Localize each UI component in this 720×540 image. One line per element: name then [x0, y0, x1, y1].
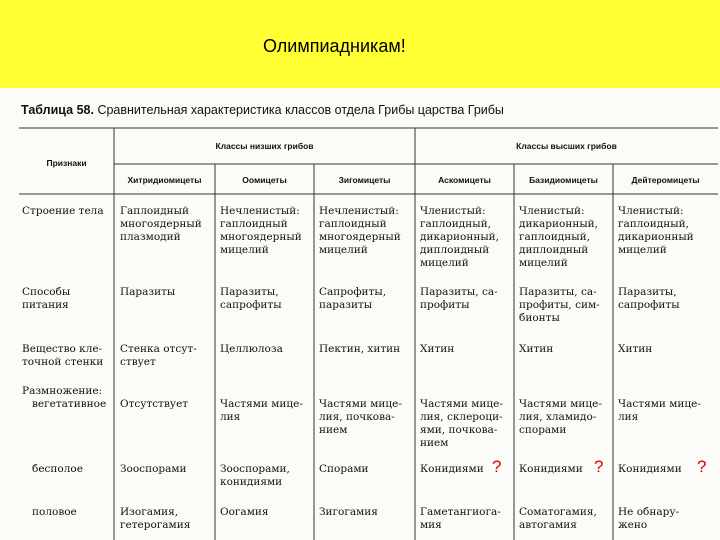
- table-cell: Пектин, хитин: [319, 343, 401, 355]
- lower-fungi-header: Классы низших грибов: [215, 141, 314, 151]
- table-cell: Нечленистый: гаплоидный многоядерный мицелий: [220, 205, 302, 256]
- table-cell: Не обнару- жено: [618, 506, 680, 531]
- class-header-chytridiomycetes: Хитридиомицеты: [127, 175, 202, 185]
- table-cell: Членистый: дикарионный, гаплоидный, диплоидный мицелий: [519, 205, 599, 269]
- table-cell: Гаметангиога- мия: [420, 506, 501, 531]
- table-cell: Конидиями: [519, 463, 583, 475]
- table-caption: [21, 103, 504, 117]
- class-header-basidiomycetes: Базидиомицеты: [529, 175, 598, 185]
- feature-header: Признаки: [46, 158, 87, 168]
- table-caption-text: Сравнительная характеристика классов отдела Грибы царства Грибы: [97, 103, 504, 117]
- table-cell: Стенка отсут- ствует: [120, 343, 197, 368]
- row-label-nutrition: Способы питания: [22, 286, 71, 311]
- table-cell: Нечленистый: гаплоидный многоядерный мицелий: [319, 205, 401, 256]
- table-cell: Паразиты, сапрофиты: [220, 286, 282, 311]
- row-label-vegetative: Размножение: вегетативное: [22, 385, 107, 410]
- table-cell: Соматогамия, автогамия: [519, 506, 597, 531]
- table-cell: Членистый: гаплоидный, дикарионный, диплоидный мицелий: [420, 205, 500, 269]
- table-cell: Хитин: [420, 343, 455, 355]
- question-mark-basidiomycetes: ?: [594, 457, 604, 476]
- row-label-cell-wall: Вещество кле- точной стенки: [22, 343, 104, 368]
- title-banner: [0, 0, 720, 88]
- table-cell: Зигогамия: [319, 506, 378, 518]
- table-cell: Конидиями: [618, 463, 682, 475]
- higher-fungi-header: Классы высших грибов: [516, 141, 617, 151]
- row-label-sexual: половое: [22, 506, 77, 518]
- table-cell: Частями мице- лия: [220, 398, 303, 423]
- row-label-body-structure: Строение тела: [22, 205, 104, 217]
- table-cell: Отсутствует: [120, 398, 189, 410]
- table-cell: Спорами: [319, 463, 369, 475]
- class-header-oomycetes: Оомицеты: [242, 175, 287, 185]
- table-cell: Частями мице- лия, склероци- ями, почкова- нием: [420, 398, 503, 449]
- table-cell: Гаплоидный многоядерный плазмодий: [120, 205, 202, 243]
- table-cell: Паразиты, са- профиты: [420, 286, 498, 311]
- table-cell: Паразиты, сапрофиты: [618, 286, 680, 311]
- row-label-asexual: бесполое: [22, 463, 83, 475]
- table-cell: Изогамия, гетерогамия: [120, 506, 191, 531]
- question-mark-deuteromycetes: ?: [697, 457, 707, 476]
- table-cell: Сапрофиты, паразиты: [319, 286, 387, 311]
- question-mark-ascomycetes: ?: [492, 457, 502, 476]
- table-number: Таблица 58.: [21, 103, 94, 117]
- class-header-deuteromycetes: Дейтеромицеты: [631, 175, 700, 185]
- table-cell: Конидиями: [420, 463, 484, 475]
- table-cell: Частями мице- лия, хламидо- спорами: [519, 398, 602, 436]
- slide-title: Олимпиадникам!: [263, 36, 406, 56]
- table-cell: Хитин: [519, 343, 554, 355]
- class-header-zygomycetes: Зигомицеты: [338, 175, 391, 185]
- table-cell: Частями мице- лия, почкова- нием: [319, 398, 402, 436]
- table-cell: Оогамия: [220, 506, 269, 518]
- table-cell: Частями мице- лия: [618, 398, 701, 423]
- table-cell: Паразиты, са- профиты, сим- бионты: [519, 286, 600, 324]
- table-cell: Зооспорами, конидиями: [220, 463, 290, 488]
- table-cell: Паразиты: [120, 286, 176, 298]
- table-cell: Хитин: [618, 343, 653, 355]
- table-cell: Зооспорами: [120, 463, 187, 475]
- class-header-ascomycetes: Аскомицеты: [438, 175, 491, 185]
- table-cell: Целлюлоза: [220, 343, 283, 355]
- table-cell: Членистый: гаплоидный, дикарионный мицелий: [618, 205, 694, 256]
